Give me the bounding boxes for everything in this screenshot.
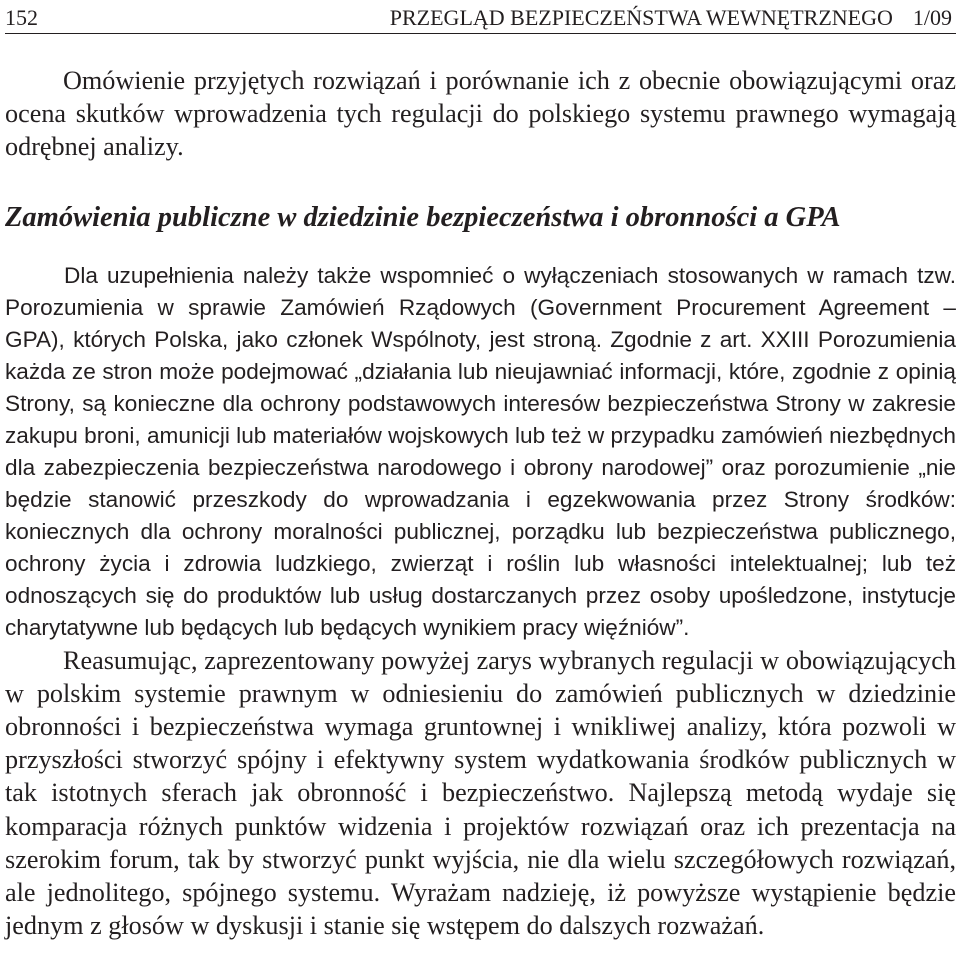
running-header [5,0,956,34]
summary-paragraph: Reasumując, zaprezentowany powyżej zarys wybranych regulacji w obowiązujących w polskim systemie prawnym w odniesieniu do zamówień publicznych w dziedzinie obronności i bezpieczeństwa wymaga gruntownej i wnikliwej analizy, która pozwoli w przyszłości stworzyć spójny i efektywny system wydatkowania środków publicznych w tak istotnych sferach jak obronność i bezpieczeństwo. Najlepszą metodą wydaje się komparacja różnych punktów widzenia i projektów rozwiązań oraz ich prezentacja na szerokim forum, tak by stworzyć punkt wyjścia, nie dla wielu szczegółowych rozwiązań, ale jednolitego, spójnego systemu. Wyrażam nadzieję, iż powyższe wystąpienie będzie jednym z głosów w dyskusji i stanie się wstępem do dalszych rozważań. [5,645,956,941]
journal-title: PRZEGLĄD BEZPIECZEŃSTWA WEWNĘTRZNEGO [389,5,893,30]
page-number: 152 [5,5,38,30]
section-heading: Zamówienia publiczne w dziedzinie bezpieczeństwa i obronności a GPA [5,201,841,233]
header-right [390,4,956,32]
gpa-paragraph: Dla uzupełnienia należy także wspomnieć o wyłączeniach stosowanych w ramach tzw. Porozumienia w sprawie Zamówień Rządowych (Government Procurement Agreement – GPA), których Polska, jako członek Wspólnoty, jest stroną. Zgodnie z art. XXIII Porozumienia każda ze stron może podejmować „działania lub nieujawniać informacji, które, zgodnie z opinią Strony, są konieczne dla ochrony podstawowych interesów bezpieczeństwa Strony w zakresie zakupu broni, amunicji lub materiałów wojskowych lub też w przypadku zamówień niezbędnych dla zabezpieczenia bezpieczeństwa narodowego i obrony narodowej” oraz porozumienie „nie będzie stanowić przeszkody do wprowadzania i egzekwowania przez Strony środków: koniecznych dla ochrony moralności publicznej, porządku lub bezpieczeństwa publicznego, ochrony życia i zdrowia ludzkiego, zwierząt i roślin lub własności intelektualnej; lub też odnoszących się do produktów lub usług dostarczanych przez osoby upośledzone, instytucje charytatywne lub będących lub będących wynikiem pracy więźniów”. [5,262,956,640]
issue-number: 1/09 [912,5,952,30]
intro-paragraph: Omówienie przyjętych rozwiązań i porównanie ich z obecnie obowiązującymi oraz ocena skutków wprowadzenia tych regulacji do polskiego systemu prawnego wymagają odrębnej analizy. [5,66,956,162]
